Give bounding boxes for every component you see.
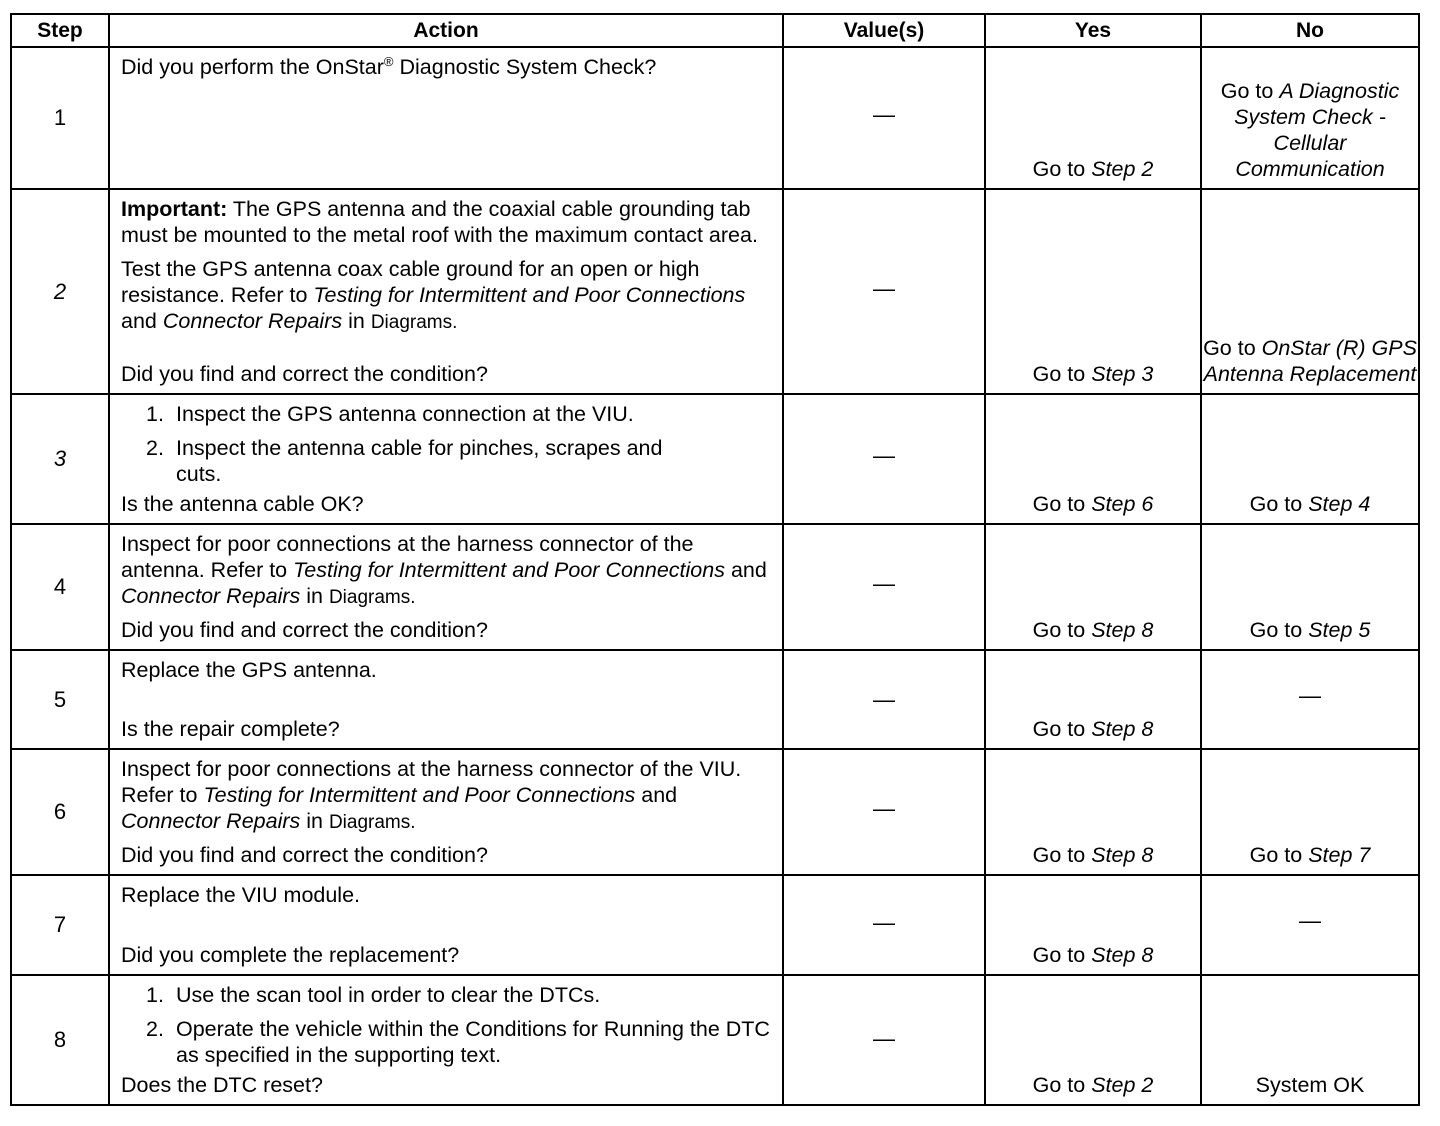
table-row [11,394,1419,524]
step-link[interactable]: Step 8 [1091,618,1154,642]
table-row [11,749,1419,875]
reference-link[interactable]: Testing for Intermittent and Poor Connections [313,283,746,307]
no-result: Go to OnStar (R) GPS Antenna Replacement [1203,336,1417,386]
action-instruction: Replace the VIU module. [121,883,361,907]
yes-result: Go to Step 6 [1032,492,1154,516]
action-question: Does the DTC reset? [121,1073,323,1097]
list-item: 1. Use the scan tool in order to clear the DTCs. [146,983,601,1007]
step-link[interactable]: Step 2 [1091,1073,1154,1097]
action-instruction: Test the GPS antenna coax cable ground for an open or high resistance. Refer to Testing for Intermittent and Poor Connections and Connector Repairs in Diagrams. [121,257,746,333]
step-number: 2 [11,189,109,394]
action-instruction: Replace the GPS antenna. [121,658,377,682]
yes-cell [986,976,1200,1104]
reference-link[interactable]: Connector Repairs [162,309,343,333]
yes-result: Go to Step 8 [1032,843,1154,867]
yes-result: Go to Step 2 [1032,1073,1154,1097]
value-dash: — [873,571,895,596]
yes-cell [986,525,1200,649]
step-number: 8 [11,975,109,1105]
step-number: 1 [11,47,109,189]
yes-cell [986,48,1200,188]
action-cell [110,651,782,748]
table-row [11,47,1419,189]
registered-mark: ® [383,53,394,69]
action-cell [110,976,782,1104]
no-dash: — [1299,683,1321,708]
no-cell [1202,525,1418,649]
important-note: Important: The GPS antenna and the coaxial cable grounding tab must be mounted to the metal roof with the maximum contact area. [121,197,758,247]
step-link[interactable]: Step 8 [1091,843,1154,867]
step-number: 5 [11,650,109,749]
step-link[interactable]: Step 5 [1308,618,1371,642]
step-number: 3 [11,394,109,524]
reference-link[interactable]: Testing for Intermittent and Poor Connections [203,783,636,807]
action-cell [110,395,782,523]
no-result: Go to A Diagnostic System Check - Cellular Communication [1220,79,1400,181]
table-row [11,975,1419,1105]
list-item: 2. Operate the vehicle within the Conditions for Running the DTC as specified in the supporting text. [146,1017,770,1067]
value-dash: — [873,276,895,301]
values-cell [784,48,984,188]
step-link[interactable]: Step 8 [1091,943,1154,967]
yes-cell [986,651,1200,748]
values-cell [784,876,984,974]
yes-result: Go to Step 3 [1032,362,1154,386]
yes-result: Go to Step 8 [1032,943,1154,967]
action-cell [110,525,782,649]
value-dash: — [873,443,895,468]
yes-cell [986,190,1200,393]
values-cell [784,750,984,874]
step-link[interactable]: Step 6 [1091,492,1154,516]
action-cell [110,190,782,393]
values-cell [784,395,984,523]
no-cell [1202,190,1418,393]
action-steps [121,401,774,487]
no-cell [1202,48,1418,188]
action-cell [110,876,782,974]
action-question: Is the repair complete? [121,717,340,741]
no-result: Go to Step 5 [1249,618,1371,642]
list-item: 2. Inspect the antenna cable for pinches, scrapes and cuts. [146,436,663,486]
action-cell [110,750,782,874]
yes-cell [986,750,1200,874]
table-row [11,189,1419,394]
table-row [11,524,1419,650]
header-no: No [1201,14,1419,47]
action-instruction: Inspect for poor connections at the harness connector of the antenna. Refer to Testing for Intermittent and Poor Connections and Connector Repairs in Diagrams. [121,532,767,608]
procedure-link[interactable]: A Diagnostic System Check - Cellular Communication [1234,79,1400,181]
header-yes: Yes [985,14,1201,47]
value-dash: — [873,102,895,127]
no-dash: — [1299,908,1321,933]
value-dash: — [873,1026,895,1051]
step-link[interactable]: Step 4 [1308,492,1371,516]
action-cell [110,48,782,188]
step-number: 4 [11,524,109,650]
header-step: Step [11,14,109,47]
no-cell [1202,876,1418,974]
values-cell [784,525,984,649]
yes-cell [986,395,1200,523]
action-question: Is the antenna cable OK? [121,492,364,516]
reference-link[interactable]: Testing for Intermittent and Poor Connections [293,558,725,582]
header-values: Value(s) [783,14,985,47]
yes-result: Go to Step 8 [1032,717,1154,741]
step-link[interactable]: Step 2 [1091,157,1154,181]
yes-result: Go to Step 8 [1032,618,1154,642]
value-dash: — [873,687,895,712]
reference-link[interactable]: Connector Repairs [121,809,301,833]
action-steps [121,982,774,1068]
step-number: 7 [11,875,109,975]
table-row [11,650,1419,749]
header-action: Action [109,14,783,47]
yes-result: Go to Step 2 [1032,157,1154,181]
no-result: Go to Step 7 [1249,843,1371,867]
value-dash: — [873,796,895,821]
action-question: Did you perform the OnStar® Diagnostic System Check? [121,53,657,79]
values-cell [784,976,984,1104]
action-question: Did you find and correct the condition? [121,843,488,867]
values-cell [784,651,984,748]
table-row [11,875,1419,975]
no-cell [1202,750,1418,874]
reference-link[interactable]: Connector Repairs [121,584,301,608]
values-cell [784,190,984,393]
procedure-link[interactable]: OnStar (R) GPS Antenna Replacement [1203,336,1417,386]
diagnostic-table [10,13,1420,1106]
no-cell [1202,651,1418,748]
yes-cell [986,876,1200,974]
action-question: Did you find and correct the condition? [121,362,488,386]
no-result: System OK [1255,1073,1365,1097]
no-cell [1202,395,1418,523]
no-cell [1202,976,1418,1104]
step-link[interactable]: Step 7 [1308,843,1371,867]
action-instruction: Inspect for poor connections at the harness connector of the VIU. Refer to Testing for Intermittent and Poor Connections and Connector Repairs in Diagrams. [121,757,742,833]
step-number: 6 [11,749,109,875]
no-result: Go to Step 4 [1249,492,1371,516]
list-item: 1. Inspect the GPS antenna connection at the VIU. [146,402,634,426]
step-link[interactable]: Step 3 [1091,362,1154,386]
value-dash: — [873,910,895,935]
action-question: Did you complete the replacement? [121,943,460,967]
step-link[interactable]: Step 8 [1091,717,1154,741]
action-question: Did you find and correct the condition? [121,618,488,642]
header-row [11,14,1419,47]
